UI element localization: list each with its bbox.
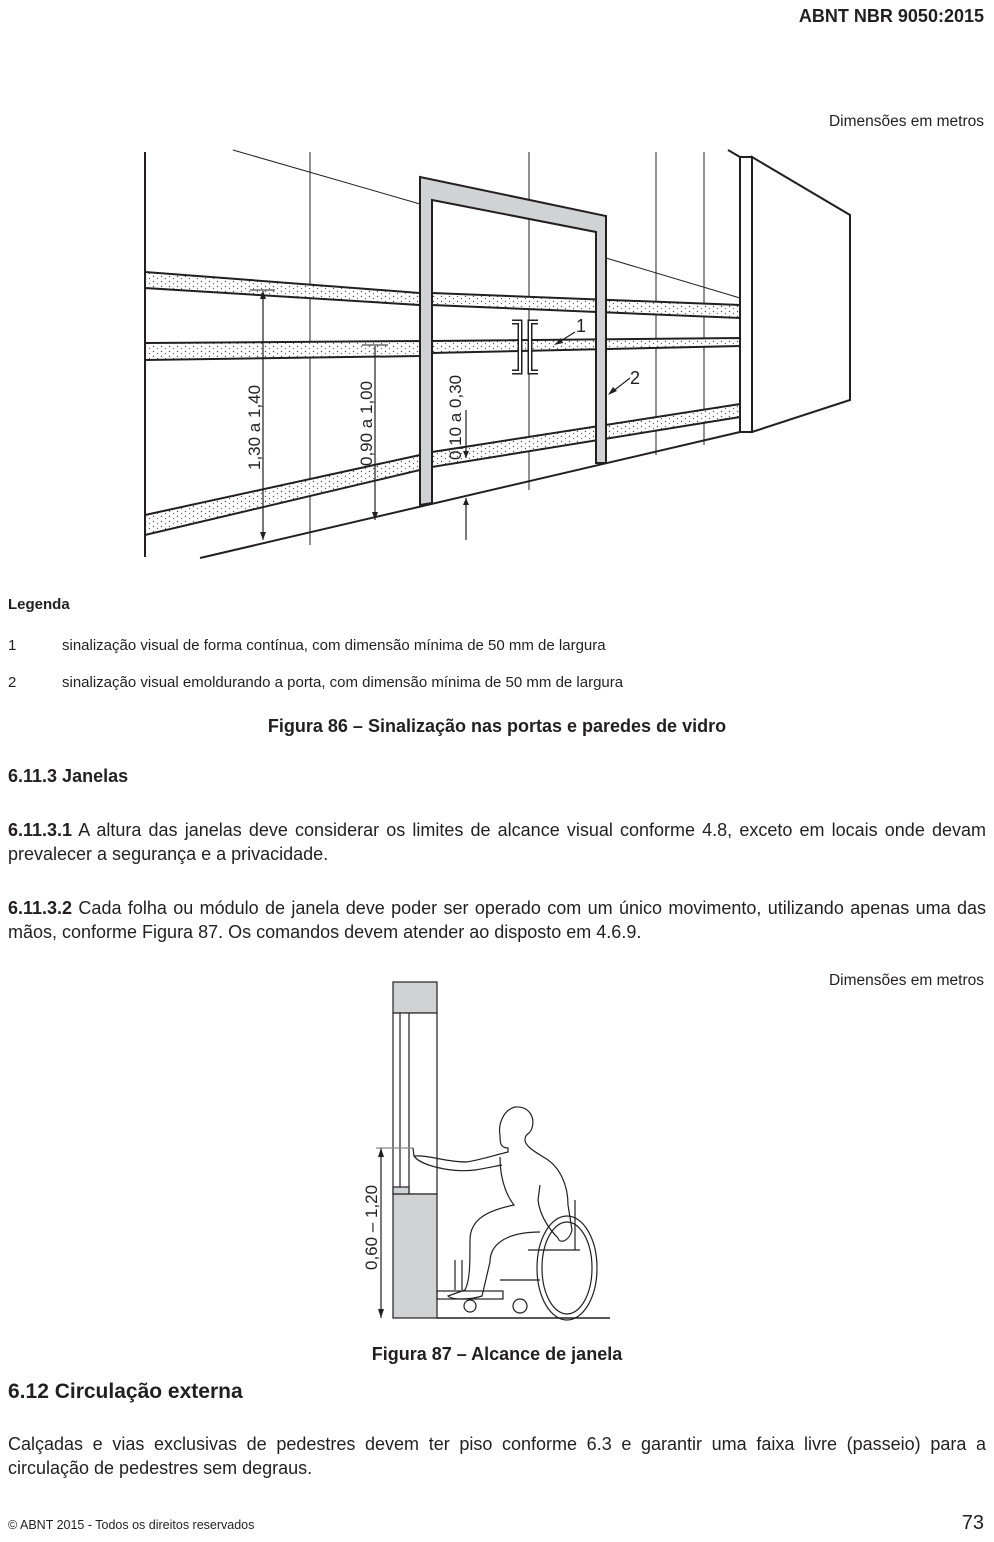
legend-text: sinalização visual emoldurando a porta, com dimensão mínima de 50 mm de largura (62, 674, 624, 691)
dim-label-1: 1,30 a 1,40 (245, 384, 264, 470)
paragraph (8, 818, 986, 866)
units-note-fig87: Dimensões em metros (828, 972, 984, 989)
units-note-fig86: Dimensões em metros (828, 113, 984, 130)
section-heading: 6.12 Circulação externa (8, 1380, 243, 1403)
band-bottom (145, 455, 420, 535)
band-middle (145, 341, 420, 360)
paragraph: Calçadas e vias exclusivas de pedestres devem ter piso conforme 6.3 e garantir uma faixa livre (passeio) para a circulação de pedestres sem degraus. (8, 1434, 986, 1478)
legend-text: sinalização visual de forma contínua, com dimensão mínima de 50 mm de largura (62, 637, 606, 654)
callout-2: 2 (630, 368, 641, 388)
dim-label-3: 0,10 a 0,30 (446, 374, 465, 460)
legend-number: 1 (8, 637, 17, 654)
wheelchair-wheel (537, 1216, 597, 1320)
figure-86-caption: Figura 86 – Sinalização nas portas e paredes de vidro (267, 716, 727, 736)
copyright-footer: © ABNT 2015 - Todos os direitos reservados (8, 1518, 255, 1532)
band-top (145, 272, 420, 305)
clause-number: 6.11.3.2 (8, 898, 73, 918)
figure-86-drawing (0, 0, 994, 580)
page-number: 73 (961, 1512, 984, 1534)
callout-1: 1 (576, 316, 587, 336)
clause-number: 6.11.3.1 (8, 820, 73, 840)
figure-87-drawing (0, 970, 994, 1330)
figure-87-caption: Figura 87 – Alcance de janela (371, 1344, 623, 1364)
wall-bottom (393, 1194, 437, 1318)
legend-item (8, 674, 623, 691)
legend-item (8, 637, 606, 654)
paragraph (8, 896, 986, 944)
dim-label-reach: 0,60 – 1,20 (362, 1184, 381, 1270)
standard-header: ABNT NBR 9050:2015 (798, 6, 984, 26)
wall-top (393, 982, 437, 1013)
clause-text: Cada folha ou módulo de janela deve poder ser operado com um único movimento, utilizando apenas uma das mãos, conforme Figura 87. Os comandos devem atender ao disposto em 4.6.9. (8, 898, 986, 942)
legend-number: 2 (8, 674, 17, 691)
right-wall (752, 157, 850, 432)
dim-label-2: 0,90 a 1,00 (357, 380, 376, 466)
clause-text: A altura das janelas deve considerar os limites de alcance visual conforme 4.8, exceto em locais onde devam prevalecer a segurança e a privacidade. (8, 820, 986, 864)
legend-title: Legenda (8, 596, 70, 613)
section-heading: 6.11.3 Janelas (8, 766, 129, 786)
